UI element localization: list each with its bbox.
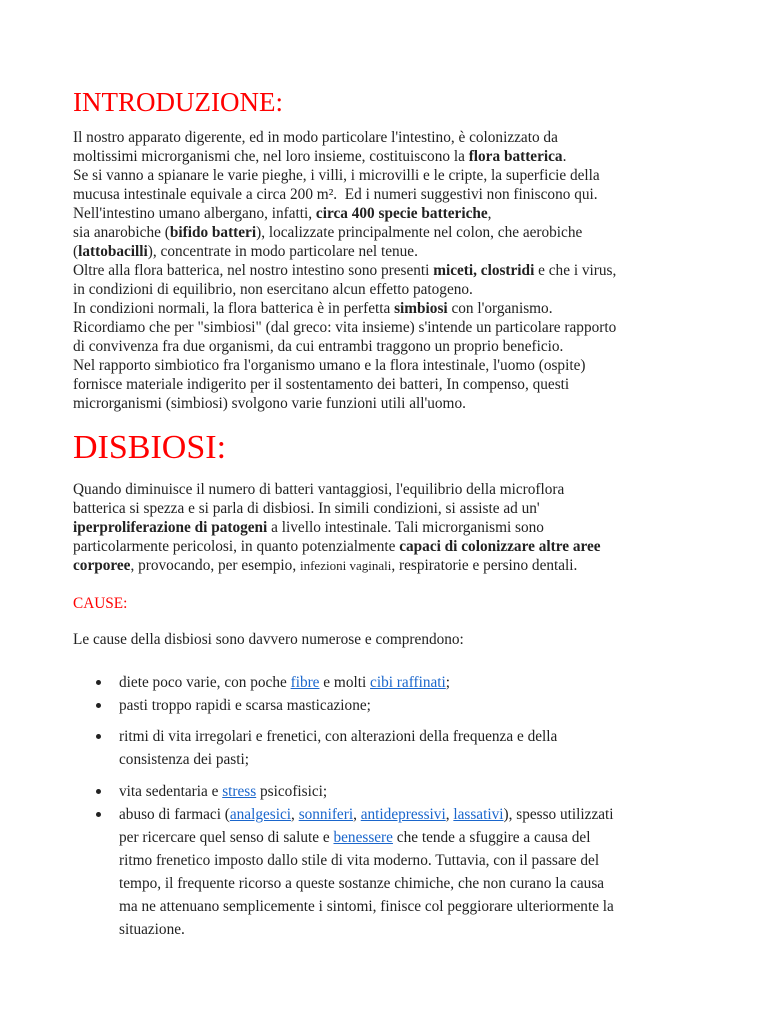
text-line (119, 895, 719, 918)
text-line (119, 826, 719, 849)
text-run: fornisce materiale indigerito per il sostentamento dei batteri, In compenso, questi (73, 376, 570, 393)
text-run: a livello intestinale. Tali microrganismi sono (267, 519, 544, 536)
text-line (119, 780, 719, 803)
bullet-icon (96, 734, 101, 739)
text-line (119, 849, 719, 872)
text-run: per ricercare quel senso di salute e (119, 829, 334, 846)
text-run: ma ne attenuano semplicemente i sintomi, finisce col peggiorare ulteriormente la (119, 898, 614, 915)
inline-link[interactable]: cibi raffinati (370, 674, 446, 691)
text-line (119, 918, 719, 941)
text-run: in condizioni di equilibrio, non esercitano alcun effetto patogeno. (73, 281, 473, 298)
bold-term: lattobacilli (78, 243, 148, 260)
bold-term: corporee (73, 557, 131, 574)
bold-term: miceti, clostridi (433, 262, 535, 279)
text-run: , (291, 806, 299, 823)
text-run: ritmi di vita irregolari e frenetici, con alterazioni della frequenza e della (119, 728, 558, 745)
bold-term: bifido batteri (169, 224, 257, 241)
text-line (73, 394, 703, 413)
inline-link[interactable]: fibre (290, 674, 320, 691)
disbiosi-heading: DISBIOSI: (73, 429, 227, 466)
bullet-icon (96, 703, 101, 708)
text-line (119, 748, 719, 771)
text-line (73, 480, 703, 499)
text-run: batterica si spezza e si parla di disbiosi. In simili condizioni, si assiste ad un' (73, 500, 540, 517)
bold-term: iperproliferazione di patogeni (73, 519, 268, 536)
cause-item-text (119, 694, 719, 717)
text-line (73, 518, 703, 537)
text-line (119, 803, 719, 826)
inline-link[interactable]: benessere (333, 829, 393, 846)
text-run: sia anarobiche ( (73, 224, 170, 241)
text-run: microrganismi (simbiosi) svolgono varie funzioni utili all'uomo. (73, 395, 466, 412)
text-line (73, 499, 703, 518)
text-run: Quando diminuisce il numero di batteri vantaggiosi, l'equilibrio della microflora (73, 481, 565, 498)
text-run: particolarmente pericolosi, in quanto potenzialmente (73, 538, 400, 555)
text-run: e che i virus, (534, 262, 617, 279)
cause-intro: Le cause della disbiosi sono davvero numerose e comprendono: (73, 631, 464, 648)
text-run: . (562, 148, 567, 165)
cause-item-text (119, 780, 719, 803)
text-line (73, 147, 703, 166)
text-run: abuso di farmaci ( (119, 806, 230, 823)
text-line (73, 280, 703, 299)
inline-link[interactable]: lassativi (453, 806, 504, 823)
text-line (73, 185, 703, 204)
text-run: con l'organismo. (447, 300, 553, 317)
text-run: , (487, 205, 492, 222)
text-line (73, 242, 703, 261)
text-run: , (445, 806, 454, 823)
text-line (73, 337, 703, 356)
text-run: Nel rapporto simbiotico fra l'organismo umano e la flora intestinale, l'uomo (ospite) (73, 357, 586, 374)
disbiosi-paragraph (73, 480, 703, 575)
text-line (73, 261, 703, 280)
bullet-icon (96, 680, 101, 685)
text-line (73, 318, 703, 337)
bullet-icon (96, 812, 101, 817)
text-run: ritmo frenetico imposto dallo stile di vita moderno. Tuttavia, con il passare del (119, 852, 600, 869)
cause-item-text (119, 725, 719, 771)
inline-link[interactable]: antidepressivi (360, 806, 446, 823)
text-line (73, 204, 703, 223)
text-run: , provocando, per esempio, (130, 557, 300, 574)
text-run: consistenza dei pasti; (119, 751, 249, 768)
text-run: di convivenza fra due organismi, da cui entrambi traggono un proprio beneficio. (73, 338, 564, 355)
bold-term: capaci di colonizzare altre aree (399, 538, 601, 555)
text-run: situazione. (119, 921, 185, 938)
text-run: Oltre alla flora batterica, nel nostro intestino sono presenti (73, 262, 434, 279)
text-run: ), localizzate principalmente nel colon, che aerobiche (256, 224, 583, 241)
text-run: mucusa intestinale equivale a circa 200 m². Ed i numeri suggestivi non finiscono qui. (73, 186, 598, 203)
text-line (73, 128, 703, 147)
text-line (73, 356, 703, 375)
small-text: infezioni vaginali (299, 558, 392, 573)
text-run: Ricordiamo che per "simbiosi" (dal greco: vita insieme) s'intende un particolare rapporto (73, 319, 617, 336)
text-run: tempo, il frequente ricorso a queste sostanze chimiche, che non curano la causa (119, 875, 605, 892)
text-run: diete poco varie, con poche (119, 674, 291, 691)
text-run: ), concentrate in modo particolare nel tenue. (147, 243, 418, 260)
text-run: Se si vanno a spianare le varie pieghe, i villi, i microvilli e le cripte, la superficie della (73, 167, 600, 184)
introduzione-paragraph (73, 128, 703, 413)
introduzione-heading: INTRODUZIONE: (73, 87, 283, 117)
bullet-icon (96, 789, 101, 794)
cause-item-text (119, 671, 719, 694)
text-run: pasti troppo rapidi e scarsa masticazione; (119, 697, 371, 714)
text-line (119, 671, 719, 694)
bold-term: simbiosi (394, 300, 448, 317)
text-run: ), spesso utilizzati (503, 806, 614, 823)
text-run: Il nostro apparato digerente, ed in modo particolare l'intestino, è colonizzato da (73, 129, 558, 146)
inline-link[interactable]: sonniferi (298, 806, 354, 823)
text-run: , (353, 806, 361, 823)
text-run: psicofisici; (256, 783, 328, 800)
text-line (73, 556, 703, 575)
text-run: e molti (319, 674, 371, 691)
bold-term: circa 400 specie batteriche (315, 205, 488, 222)
text-run: moltissimi microrganismi che, nel loro insieme, costituiscono la (73, 148, 469, 165)
text-run: che tende a sfuggire a causa del (392, 829, 591, 846)
text-line (119, 725, 719, 748)
inline-link[interactable]: analgesici (229, 806, 292, 823)
text-run: ; (445, 674, 451, 691)
text-line (119, 694, 719, 717)
bold-term: flora batterica (468, 148, 563, 165)
text-line (73, 223, 703, 242)
cause-item-text (119, 803, 719, 941)
text-line (119, 872, 719, 895)
inline-link[interactable]: stress (222, 783, 257, 800)
text-run: Nell'intestino umano albergano, infatti, (73, 205, 316, 222)
text-run: , respiratorie e persino dentali. (391, 557, 578, 574)
text-run: In condizioni normali, la flora batterica è in perfetta (73, 300, 395, 317)
cause-heading: CAUSE: (73, 595, 128, 612)
text-line (73, 375, 703, 394)
text-line (73, 299, 703, 318)
text-line (73, 166, 703, 185)
text-run: vita sedentaria e (119, 783, 223, 800)
text-line (73, 537, 703, 556)
text-run: ( (73, 243, 79, 260)
